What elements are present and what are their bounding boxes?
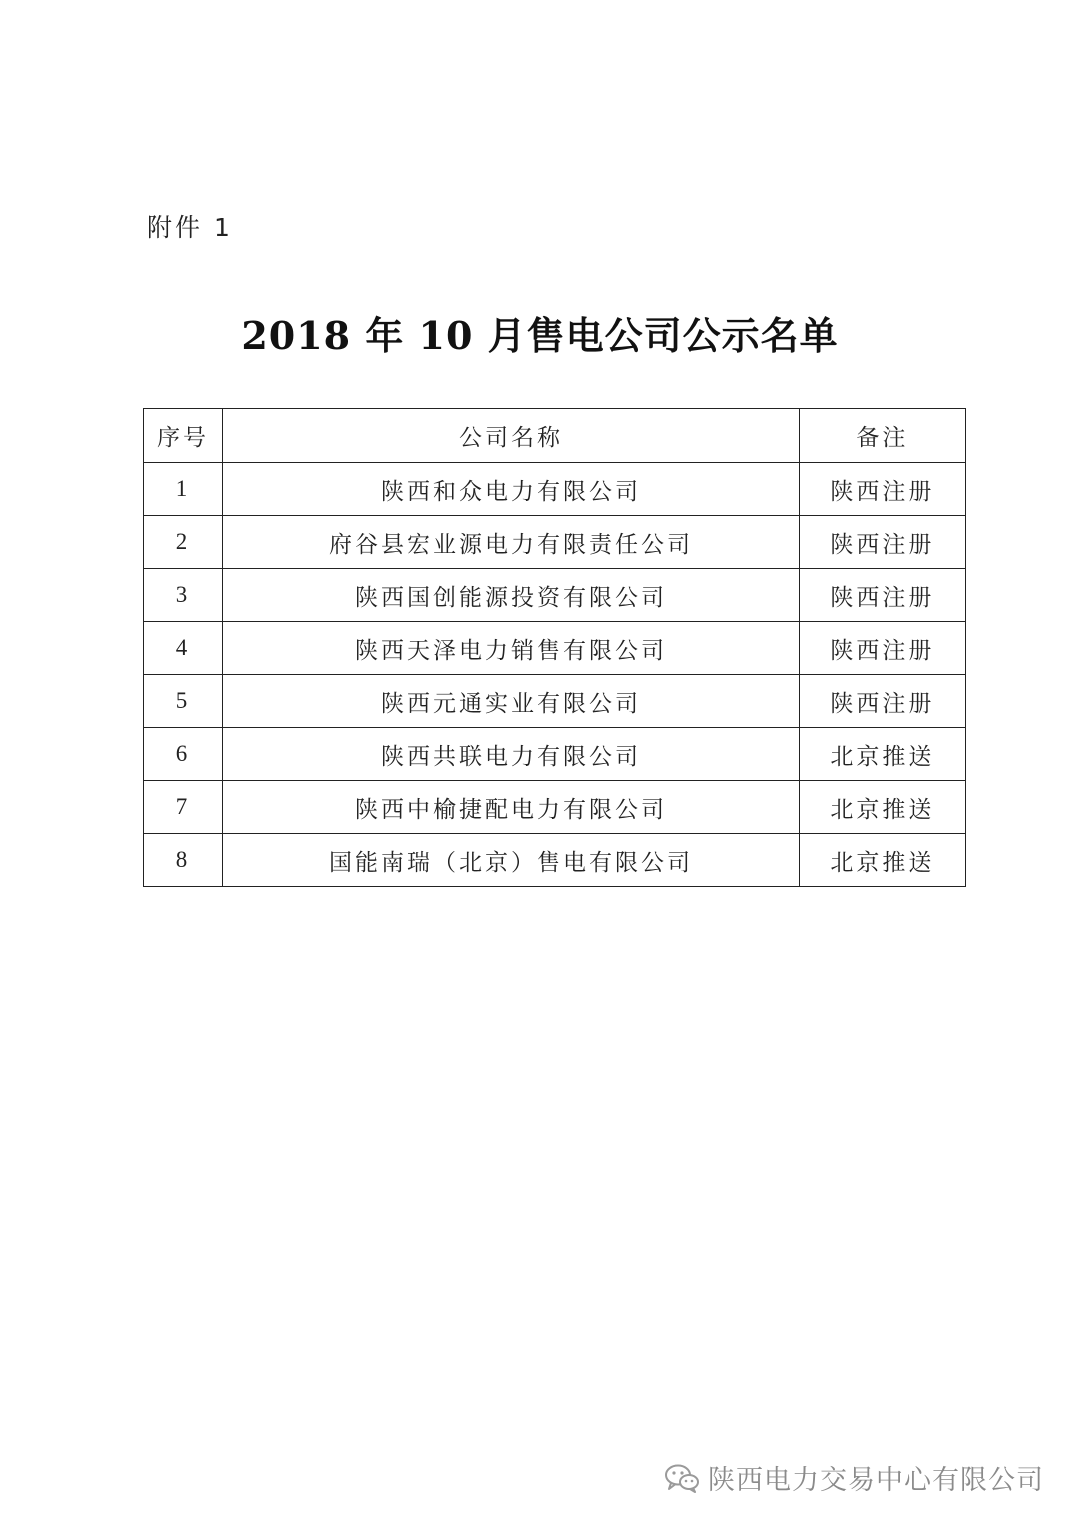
seq-cell: 8 bbox=[144, 834, 223, 887]
header-seq: 序号 bbox=[144, 409, 223, 463]
table-row bbox=[144, 781, 966, 834]
note-cell: 陕西注册 bbox=[799, 516, 965, 569]
header-note: 备注 bbox=[799, 409, 965, 463]
seq-cell: 1 bbox=[144, 463, 223, 516]
table-row bbox=[144, 834, 966, 887]
header-company-name: 公司名称 bbox=[223, 409, 800, 463]
wechat-icon bbox=[664, 1463, 700, 1493]
table-row bbox=[144, 622, 966, 675]
document-title: 2018 年 10 月售电公司公示名单 bbox=[241, 313, 839, 358]
table-row bbox=[144, 675, 966, 728]
company-name-cell: 府谷县宏业源电力有限责任公司 bbox=[223, 516, 800, 569]
company-name-cell: 陕西国创能源投资有限公司 bbox=[223, 569, 800, 622]
note-cell: 陕西注册 bbox=[799, 675, 965, 728]
attachment-label: 附件 1 bbox=[147, 213, 233, 242]
seq-cell: 4 bbox=[144, 622, 223, 675]
company-table bbox=[143, 408, 966, 887]
seq-cell: 3 bbox=[144, 569, 223, 622]
seq-cell: 6 bbox=[144, 728, 223, 781]
table-row bbox=[144, 463, 966, 516]
company-name-cell: 陕西天泽电力销售有限公司 bbox=[223, 622, 800, 675]
table-row bbox=[144, 516, 966, 569]
company-name-cell: 陕西共联电力有限公司 bbox=[223, 728, 800, 781]
note-cell: 北京推送 bbox=[799, 781, 965, 834]
watermark bbox=[664, 1458, 1044, 1497]
note-cell: 陕西注册 bbox=[799, 463, 965, 516]
watermark-text: 陕西电力交易中心有限公司 bbox=[708, 1465, 1044, 1496]
table-row bbox=[144, 728, 966, 781]
company-name-cell: 陕西元通实业有限公司 bbox=[223, 675, 800, 728]
note-cell: 陕西注册 bbox=[799, 569, 965, 622]
company-name-cell: 国能南瑞（北京）售电有限公司 bbox=[223, 834, 800, 887]
company-name-cell: 陕西和众电力有限公司 bbox=[223, 463, 800, 516]
note-cell: 北京推送 bbox=[799, 728, 965, 781]
seq-cell: 5 bbox=[144, 675, 223, 728]
note-cell: 北京推送 bbox=[799, 834, 965, 887]
table-row bbox=[144, 569, 966, 622]
table-header-row bbox=[144, 409, 966, 463]
seq-cell: 7 bbox=[144, 781, 223, 834]
seq-cell: 2 bbox=[144, 516, 223, 569]
note-cell: 陕西注册 bbox=[799, 622, 965, 675]
company-name-cell: 陕西中榆捷配电力有限公司 bbox=[223, 781, 800, 834]
